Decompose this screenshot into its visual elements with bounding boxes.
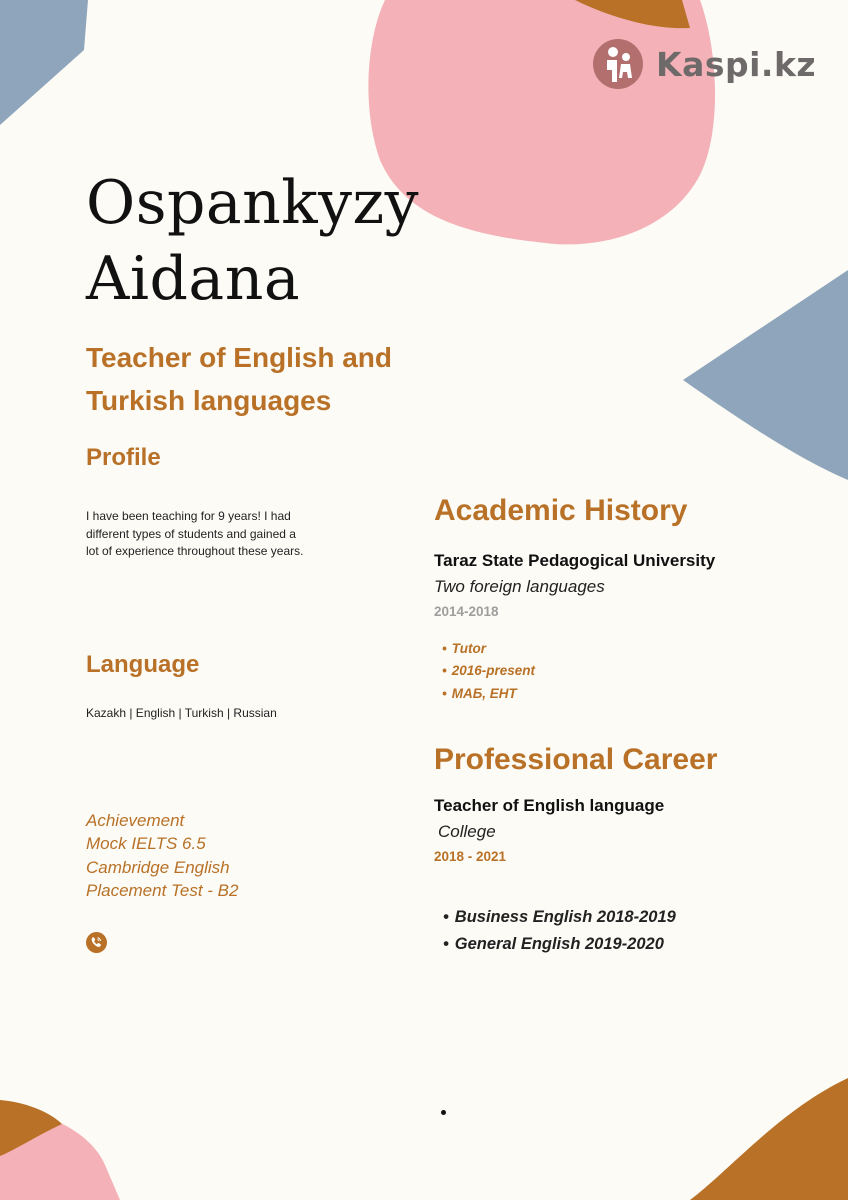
kaspi-logo-icon (592, 38, 644, 90)
name-first: Ospankyzy (86, 168, 420, 238)
top-pink-blob (368, 0, 715, 244)
bullet-dot (441, 1110, 446, 1115)
list-item: • Business English 2018-2019 (443, 904, 676, 931)
phone-icon[interactable] (86, 932, 107, 953)
career-role: Teacher of English language (434, 796, 665, 815)
bottom-right-brown-shape (690, 1078, 848, 1200)
profile-text: I have been teaching for 9 years! I had different types of students and gained a lot of experience throughout these years. (86, 509, 304, 558)
academic-institution: Taraz State Pedagogical University (434, 551, 716, 570)
academic-list (442, 638, 535, 705)
language-text: Kazakh | English | Turkish | Russian (86, 706, 277, 720)
academic-program: Two foreign languages (434, 577, 605, 596)
top-left-blue-shape (0, 0, 88, 125)
name-last: Aidana (86, 244, 301, 314)
logo-text: Kaspi.kz (656, 44, 817, 84)
academic-years: 2014-2018 (434, 604, 499, 619)
career-place: College (438, 822, 496, 841)
list-item: • МАБ, ЕНТ (442, 683, 535, 705)
career-list (443, 904, 676, 958)
job-title: Teacher of English and Turkish languages (86, 342, 392, 416)
achievement-line: Placement Test - B2 (86, 880, 239, 900)
list-item: • 2016-present (442, 660, 535, 682)
achievement-line: Mock IELTS 6.5 (86, 834, 206, 854)
career-years: 2018 - 2021 (434, 849, 507, 864)
academic-heading: Academic History (434, 494, 688, 527)
achievement-line: Achievement (86, 811, 185, 830)
profile-heading: Profile (86, 444, 161, 471)
list-item: • General English 2019-2020 (443, 931, 676, 958)
right-blue-shape (683, 270, 848, 480)
list-item: • Tutor (442, 638, 535, 660)
achievement-block (86, 809, 238, 902)
language-heading: Language (86, 651, 200, 678)
person-name (86, 165, 419, 317)
achievement-line: Cambridge English (86, 857, 230, 877)
brand-logo[interactable] (592, 38, 822, 90)
career-heading: Professional Career (434, 743, 718, 776)
